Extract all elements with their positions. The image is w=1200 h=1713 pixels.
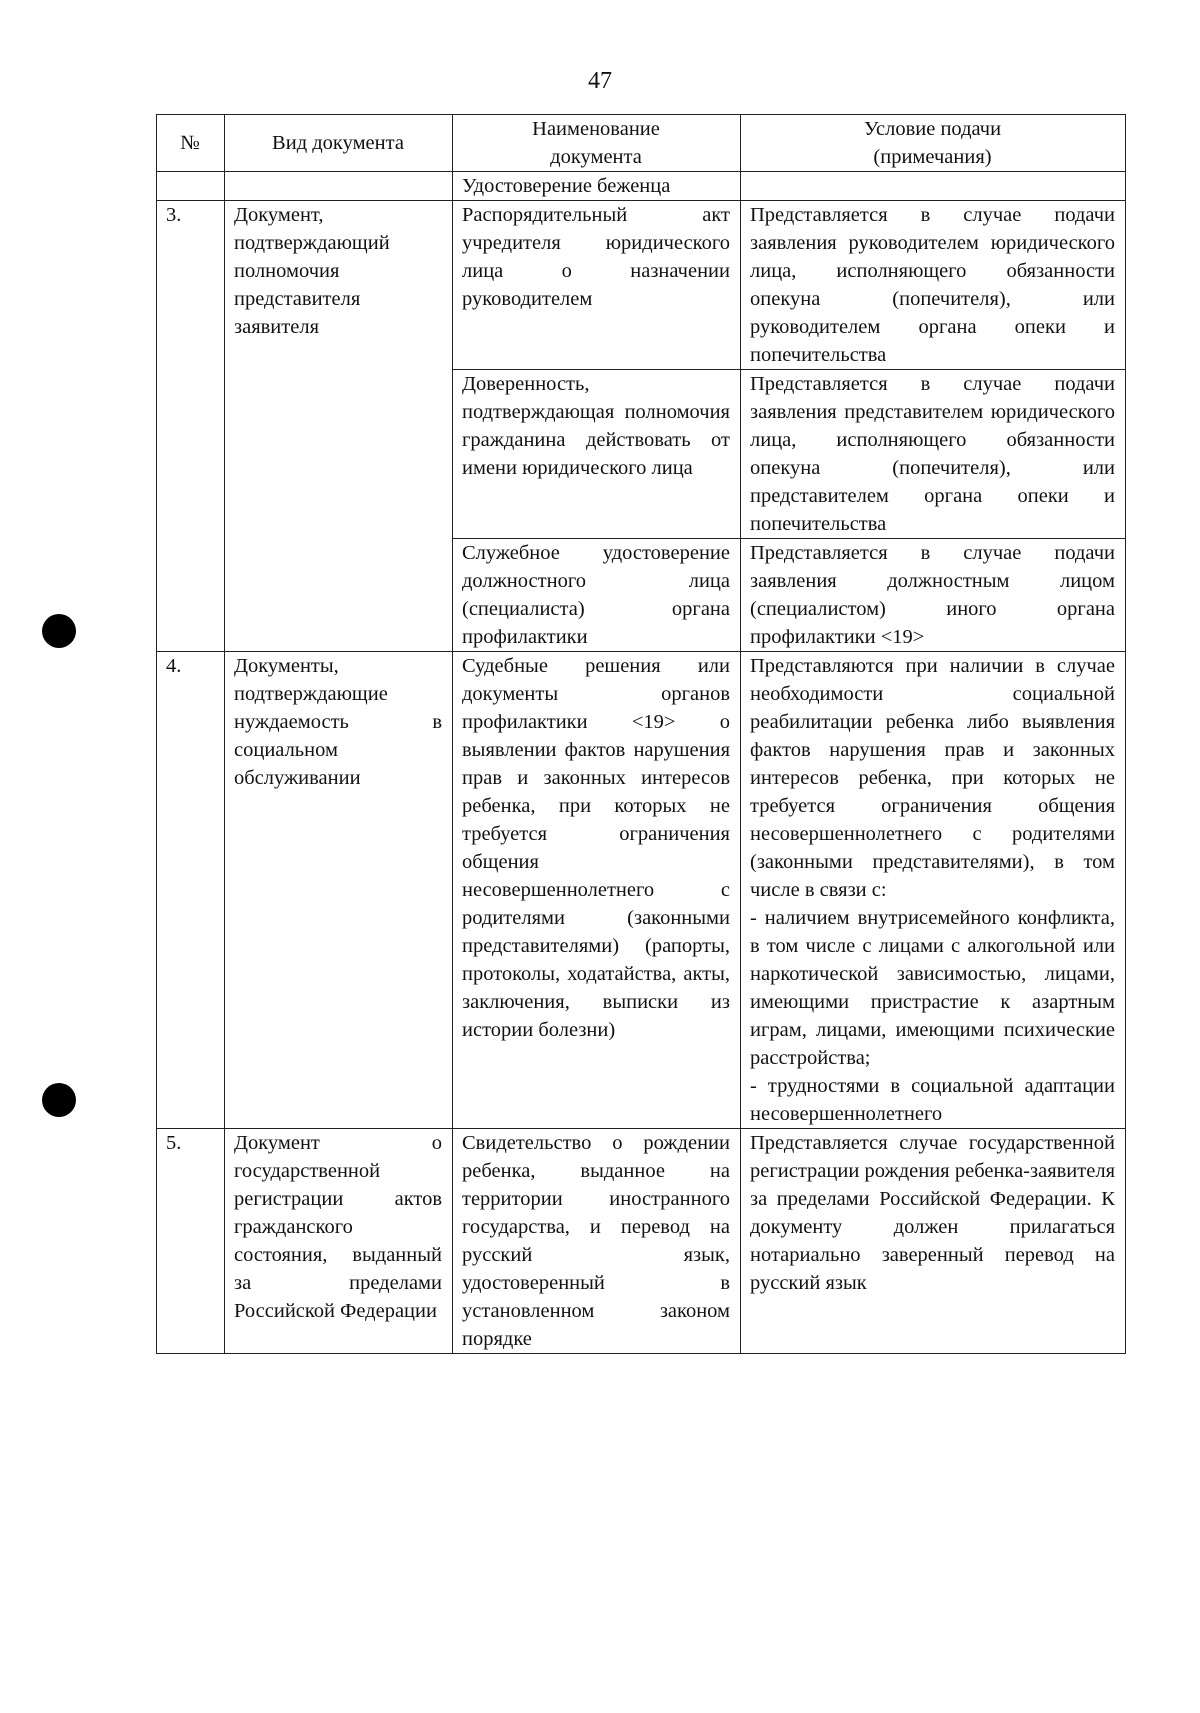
cell-number — [157, 172, 225, 201]
documents-table — [156, 114, 1126, 1354]
cell-condition — [741, 172, 1126, 201]
cell-number: 3. — [157, 201, 225, 652]
table-row — [157, 201, 1126, 370]
table-header-row — [157, 115, 1126, 172]
header-doc-name: Наименование документа — [453, 115, 741, 172]
cell-doc-name: Служебное удостоверение должностного лица (специалиста) органа профилактики — [453, 539, 741, 652]
cell-doc-name: Судебные решения или документы органов профилактики <19> о выявлении фактов нарушения прав и законных интересов ребенка, при которых не требуется ограничения общения несовершеннолетнего с родителями (законными представителями) (рапорты, протоколы, ходатайства, акты, заключения, выписки из истории болезни) — [453, 652, 741, 1129]
cell-doc-type — [225, 172, 453, 201]
cell-doc-type: Документы, подтверждающие нуждаемость в социальном обслуживании — [225, 652, 453, 1129]
table-row-continuation — [157, 172, 1126, 201]
header-doc-type: Вид документа — [225, 115, 453, 172]
condition-list-item: - наличием внутрисемейного конфликта, в том числе с лицами с алкогольной или наркотической зависимостью, лицами, имеющими пристрастие к азартным играм, лицами, имеющими психические расстройства; — [750, 907, 1115, 1069]
cell-condition: Представляется в случае подачи заявления представителем юридического лица, исполняющего обязанности опекуна (попечителя), или представителем органа опеки и попечительства — [741, 370, 1126, 539]
cell-doc-type: Документ о государственной регистрации актов гражданского состояния, выданный за пределами Российской Федерации — [225, 1129, 453, 1354]
header-condition: Условие подачи (примечания) — [741, 115, 1126, 172]
cell-condition: Представляется в случае подачи заявления должностным лицом (специалистом) иного органа профилактики <19> — [741, 539, 1126, 652]
cell-number: 4. — [157, 652, 225, 1129]
cell-doc-name: Удостоверение беженца — [453, 172, 741, 201]
header-number: № — [157, 115, 225, 172]
punch-hole-mark — [42, 1083, 76, 1117]
cell-condition — [741, 652, 1126, 1129]
table-row — [157, 1129, 1126, 1354]
cell-doc-name: Распорядительный акт учредителя юридического лица о назначении руководителем — [453, 201, 741, 370]
page-number: 47 — [588, 68, 612, 94]
cell-condition: Представляется случае государственной регистрации рождения ребенка-заявителя за пределами Российской Федерации. К документу должен прилагаться нотариально заверенный перевод на русский язык — [741, 1129, 1126, 1354]
cell-doc-name: Свидетельство о рождении ребенка, выданное на территории иностранного государства, и перевод на русский язык, удостоверенный в установленном законом порядке — [453, 1129, 741, 1354]
cell-doc-name: Доверенность, подтверждающая полномочия гражданина действовать от имени юридического лица — [453, 370, 741, 539]
table-row — [157, 652, 1126, 1129]
condition-list-item: - трудностями в социальной адаптации несовершеннолетнего — [750, 1075, 1115, 1125]
cell-number: 5. — [157, 1129, 225, 1354]
punch-hole-mark — [42, 614, 76, 648]
condition-intro: Представляются при наличии в случае необходимости социальной реабилитации ребенка либо выявления фактов нарушения прав и законных интересов ребенка, при которых не требуется ограничения общения несовершеннолетнего с родителями (законными представителями), в том числе в связи с: — [750, 655, 1115, 901]
cell-condition: Представляется в случае подачи заявления руководителем юридического лица, исполняющего обязанности опекуна (попечителя), или руководителем органа опеки и попечительства — [741, 201, 1126, 370]
cell-doc-type: Документ, подтверждающий полномочия представителя заявителя — [225, 201, 453, 652]
